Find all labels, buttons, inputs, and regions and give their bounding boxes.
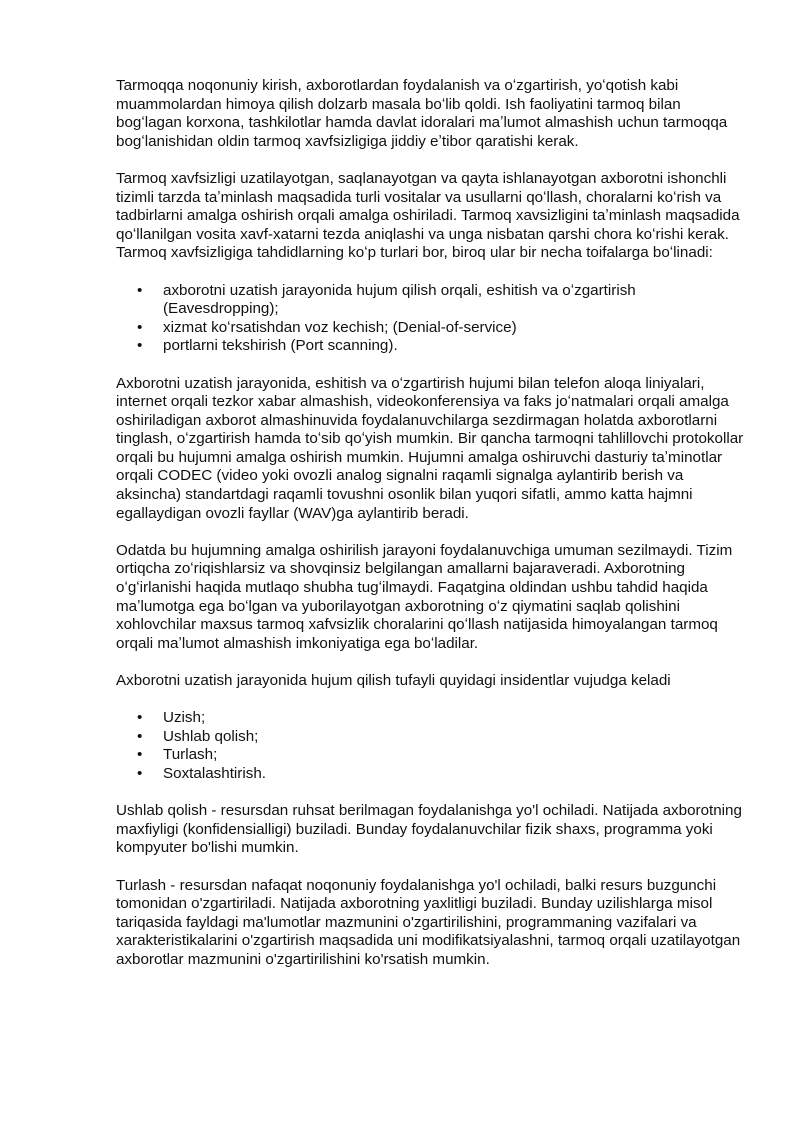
paragraph-eavesdropping: Axborotni uzatish jarayonida, eshitish va oʻzgartirish hujumi bilan telefon aloqa liniyalari, internet orqali tezkor xabar almashish, videokonferensiya va faks joʻnatmalari orqali amalga oshiriladigan axborot almashinuvida foydalanuvchilarga sezdirmagan holatda axborotlarni tinglash, oʻzgartirish hamda toʻsib qoʻyish mumkin. Bir qancha tarmoqni tahlillovchi protokollar orqali bu hujumni amalga oshirish mumkin. Hujumni amalga oshiruvchi dasturiy taʼminotlar orqali CODEC (video yoki ovozli analog signalni raqamli signalga aylantirib berish va aksincha) standartdagi raqamli tovushni osonlik bilan yuqori sifatli, ammo katta hajmni egallaydigan ovozli fayllar (WAV)ga aylantirib beradi. (116, 374, 744, 522)
list-item (116, 746, 746, 765)
list-item-text: axborotni uzatish jarayonida hujum qilish orqali, eshitish va oʻzgartirish (Eavesdropping); (163, 281, 636, 318)
list-item (116, 282, 746, 319)
bullet-icon: • (137, 318, 143, 336)
bullet-icon: • (137, 727, 143, 745)
bullet-icon: • (137, 764, 143, 782)
list-item (116, 728, 746, 747)
list-item (116, 709, 746, 728)
list-item-text: Ushlab qolish; (163, 727, 259, 745)
paragraph-incidents-intro: Axborotni uzatish jarayonida hujum qilish tufayli quyidagi insidentlar vujudga keladi (116, 672, 671, 689)
list-item-text: Soxtalashtirish. (163, 764, 266, 782)
list-item-text: Turlash; (163, 746, 218, 764)
list-item-text: portlarni tekshirish (Port scanning). (163, 337, 398, 355)
list-item (116, 765, 746, 784)
paragraph-modification: Turlash - resursdan nafaqat noqonuniy foydalanishga yo'l ochiladi, balki resurs buzgunchi tomonidan o'zgartiriladi. Natijada axborotning yaxlitligi buziladi. Bunday uzilishlarga misol tariqasida fayldagi ma'lumotlar mazmunini o'zgartirilishini, programmaning vazifalari va xarakteristikalarini o'zgartirish maqsadida uni modifikatsiyalashni, tarmoq orqali uzatilayotgan axborotlar mazmunini o'zgartirilishini ko'rsatish mumkin. (116, 876, 741, 968)
list-item-text: xizmat koʻrsatishdan voz kechish; (Denial-of-service) (163, 318, 517, 336)
bullet-icon: • (137, 281, 143, 299)
paragraph-invisible-attack: Odatda bu hujumning amalga oshirilish jarayoni foydalanuvchiga umuman sezilmaydi. Tizim ortiqcha zoʻriqishlarsiz va shovqinsiz belgilangan amallarni bajaraveradi. Axborotning oʻgʻirlanishi haqida mutlaqo shubha tugʻilmaydi. Faqatgina oldindan ushbu tahdid haqida maʼlumotga ega boʻlgan va yuborilayotgan axborotning oʻz qiymatini saqlab qolishini xohlovchilar maxsus tarmoq xafvsizlik choralarini qoʻllash natijasida himoyalangan tarmoq orqali maʼlumot almashish imkoniyatiga ega boʻladilar. (116, 541, 733, 652)
list-item-text: Uzish; (163, 709, 206, 727)
document-page (116, 77, 746, 988)
bullet-icon: • (137, 337, 143, 355)
paragraph-network-security: Tarmoq xavfsizligi uzatilayotgan, saqlanayotgan va qayta ishlanayotgan axborotni ishonchli tizimli tarzda taʼminlash maqsadida turli vositalar va usullarni qoʻllash, choralarni koʻrish va tadbirlarni amalga oshirish orqali amalga oshiriladi. Tarmoq xavsizligini taʼminlash maqsadida qoʻllanilgan vosita xavf-xatarni tezda aniqlashi va unga nisbatan qarshi chora koʻrishi kerak. Tarmoq xavfsizligiga tahdidlarning koʻp turlari bor, biroq ular bir necha toifalarga boʻlinadi: (116, 169, 740, 262)
incident-list (116, 709, 746, 783)
bullet-icon: • (137, 709, 143, 727)
list-item (116, 319, 746, 338)
paragraph-intro: Tarmoqqa noqonuniy kirish, axborotlardan foydalanish va oʻzgartirish, yoʻqotish kabi muammolardan himoya qilish dolzarb masala boʻlib qoldi. Ish faoliyatini tarmoq bilan bogʻlagan korxona, tashkilotlar hamda davlat idoralari maʼlumot almashish uchun tarmoqqa bogʻlanishidan oldin tarmoq xavfsizligiga jiddiy eʼtibor qaratishi kerak. (116, 77, 728, 150)
threat-list (116, 282, 746, 356)
list-item (116, 337, 746, 356)
paragraph-interception: Ushlab qolish - resursdan ruhsat berilmagan foydalanishga yo'l ochiladi. Natijada axborotning maxfiyligi (konfidensialligi) buziladi. Bunday foydalanuvchilar fizik shaxs, programma yoki kompyuter bo'lishi mumkin. (116, 802, 742, 857)
bullet-icon: • (137, 746, 143, 764)
